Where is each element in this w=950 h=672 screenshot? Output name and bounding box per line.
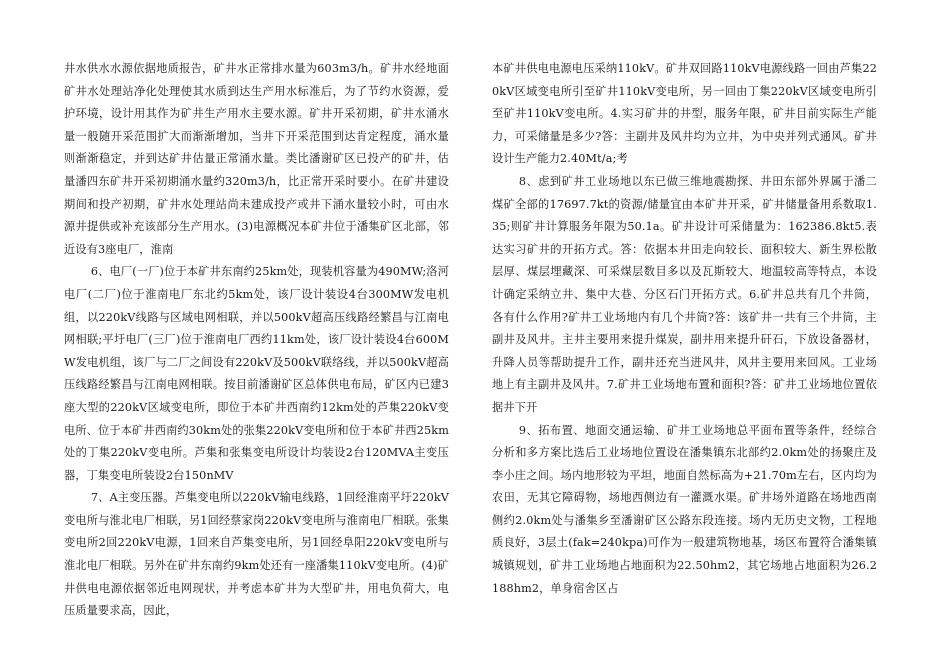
right-paragraph-3: 9、拓布置、地面交通运输、矿井工业场地总平面布置等条件，经综合分析和多方案比选后工业场地位置设在潘集镇东北部约2.0km处的扬聚庄及李小庄之间。场内地形较为平坦，地面自然标高为+21.70m左右，区内均为农田，无其它障碍物，场地西侧边有一灌溉水渠。矿井场外道路在场地西南侧约2.0km处与潘集乡至潘谢矿区公路东段连接。场内无历史文物，工程地质良好，3层土(fak=240kpa)可作为一般建筑物地基，场区布置符合潘集镇城镇规划，矿井工业场地占地面积为22.50hm2，其它场地占地面积为26.2188hm2，单身宿舍区占 (492, 423, 877, 595)
left-paragraph-2: 6、电厂(一厂)位于本矿井东南约25km处，现装机容量为490MW;洛河电厂(二厂)位于淮南电厂东北约5km处，该厂设计装设4台300MW发电机组，以220kV线路与区域电网相联，并以500kV超高压线路经繁昌与江南电网相联;平圩电厂(三厂)位于淮南电厂西约11km处，该厂设计装设4台600MW发电机组，该厂与二厂之间设有220kV及500kV联络线，并以500kV超高压线路经繁昌与江南电网相联。按目前潘谢矿区总体供电布局，矿区内已建3座大型的220kV区域变电所，即位于本矿井西南约12km处的芦集220kV变电所、位于本矿井西南约30km处的张集220kV变电所和位于本矿井西25km处的丁集220kV变电所。芦集和张集变电所设计均装设2台120MVA主变压器，丁集变电所装设2台150nMV (64, 265, 449, 482)
right-paragraph-1: 本矿井供电电源电压采纳110kV。矿井双回路110kV电源线路一回由芦集220kV区域变电所引至矿井110kV变电所，另一回由丁集220kV区域变电所引至矿井110kV变电所。4.实习矿井的井型，服务年限，矿井目前实际生产能力，可采储量是多少?答：主副井及风井均为立井，为中央并列式通风。矿井设计生产能力2.40Mt/a;考 (492, 62, 877, 166)
left-paragraph-3: 7、A主变压器。芦集变电所以220kV输电线路，1回经淮南平圩220kV变电所与淮北电厂相联，另1回经蔡家岗220kV变电所与淮南电厂相联。张集变电所2回220kV电源，1回来自芦集变电所，另1回经阜阳220kV变电所与淮北电厂相联。另外在矿井东南约9km处还有一座潘集110kV变电所。(4)矿井供电电源依据邻近电网现状，并考虑本矿井为大型矿井，用电负荷大，电压质量要求高，因此， (64, 491, 449, 618)
left-paragraph-1: 井水供水水源依据地质报告，矿井水正常排水量为603m3/h。矿井水经地面矿井水处理站净化处理使其水质到达生产用水标准后，为了节约水资源，爱护环境，设计用其作为矿井生产用水主要水源。矿井开采初期，矿井水涌水量一般随开采范围扩大而渐渐增加，当井下开采范围到达肯定程度，涌水量则渐渐稳定，并到达矿井估量正常涌水量。类比潘谢矿区已投产的矿井，估量潘四东矿井开采初期涌水量约320m3/h，比正常开采时要小。在矿井建设期间和投产初期，矿井水处理站尚未建成投产或井下涌水量较小时，可由水源井提供或补充该部分生产用水。(3)电源概况本矿井位于潘集矿区北部，邻近设有3座电厂，淮南 (64, 62, 449, 256)
right-column (492, 58, 877, 600)
left-column (64, 58, 449, 623)
right-paragraph-2: 8、虑到矿井工业场地以东已做三维地震勘探、井田东部外界属于潘二煤矿全部的17697.7kt的资源/储量宜由本矿井开采，矿井储量备用系数取1.35;则矿井计算服务年限为50.1a。矿井设计可采储量为：162386.8kt5.表达实习矿井的开拓方式。答：依据本井田走向较长、面积较大、新生界松散层厚、煤层埋藏深、可采煤层数目多以及瓦斯较大、地温较高等特点，本设计确定采纳立井、集中大巷、分区石门开拓方式。6.矿井总共有几个井筒，各有什么作用?矿井工业场地内有几个井筒?答：该矿井一共有三个井筒，主副井及风井。主井主要用来提升煤炭，副井用来提升矸石，下放设备器材，升降人员等帮助提升工作，副井还充当进风井，风井主要用来回风。工业场地上有主副井及风井。7.矿井工业场地布置和面积?答：矿井工业场地位置依据井下开 (492, 174, 877, 414)
